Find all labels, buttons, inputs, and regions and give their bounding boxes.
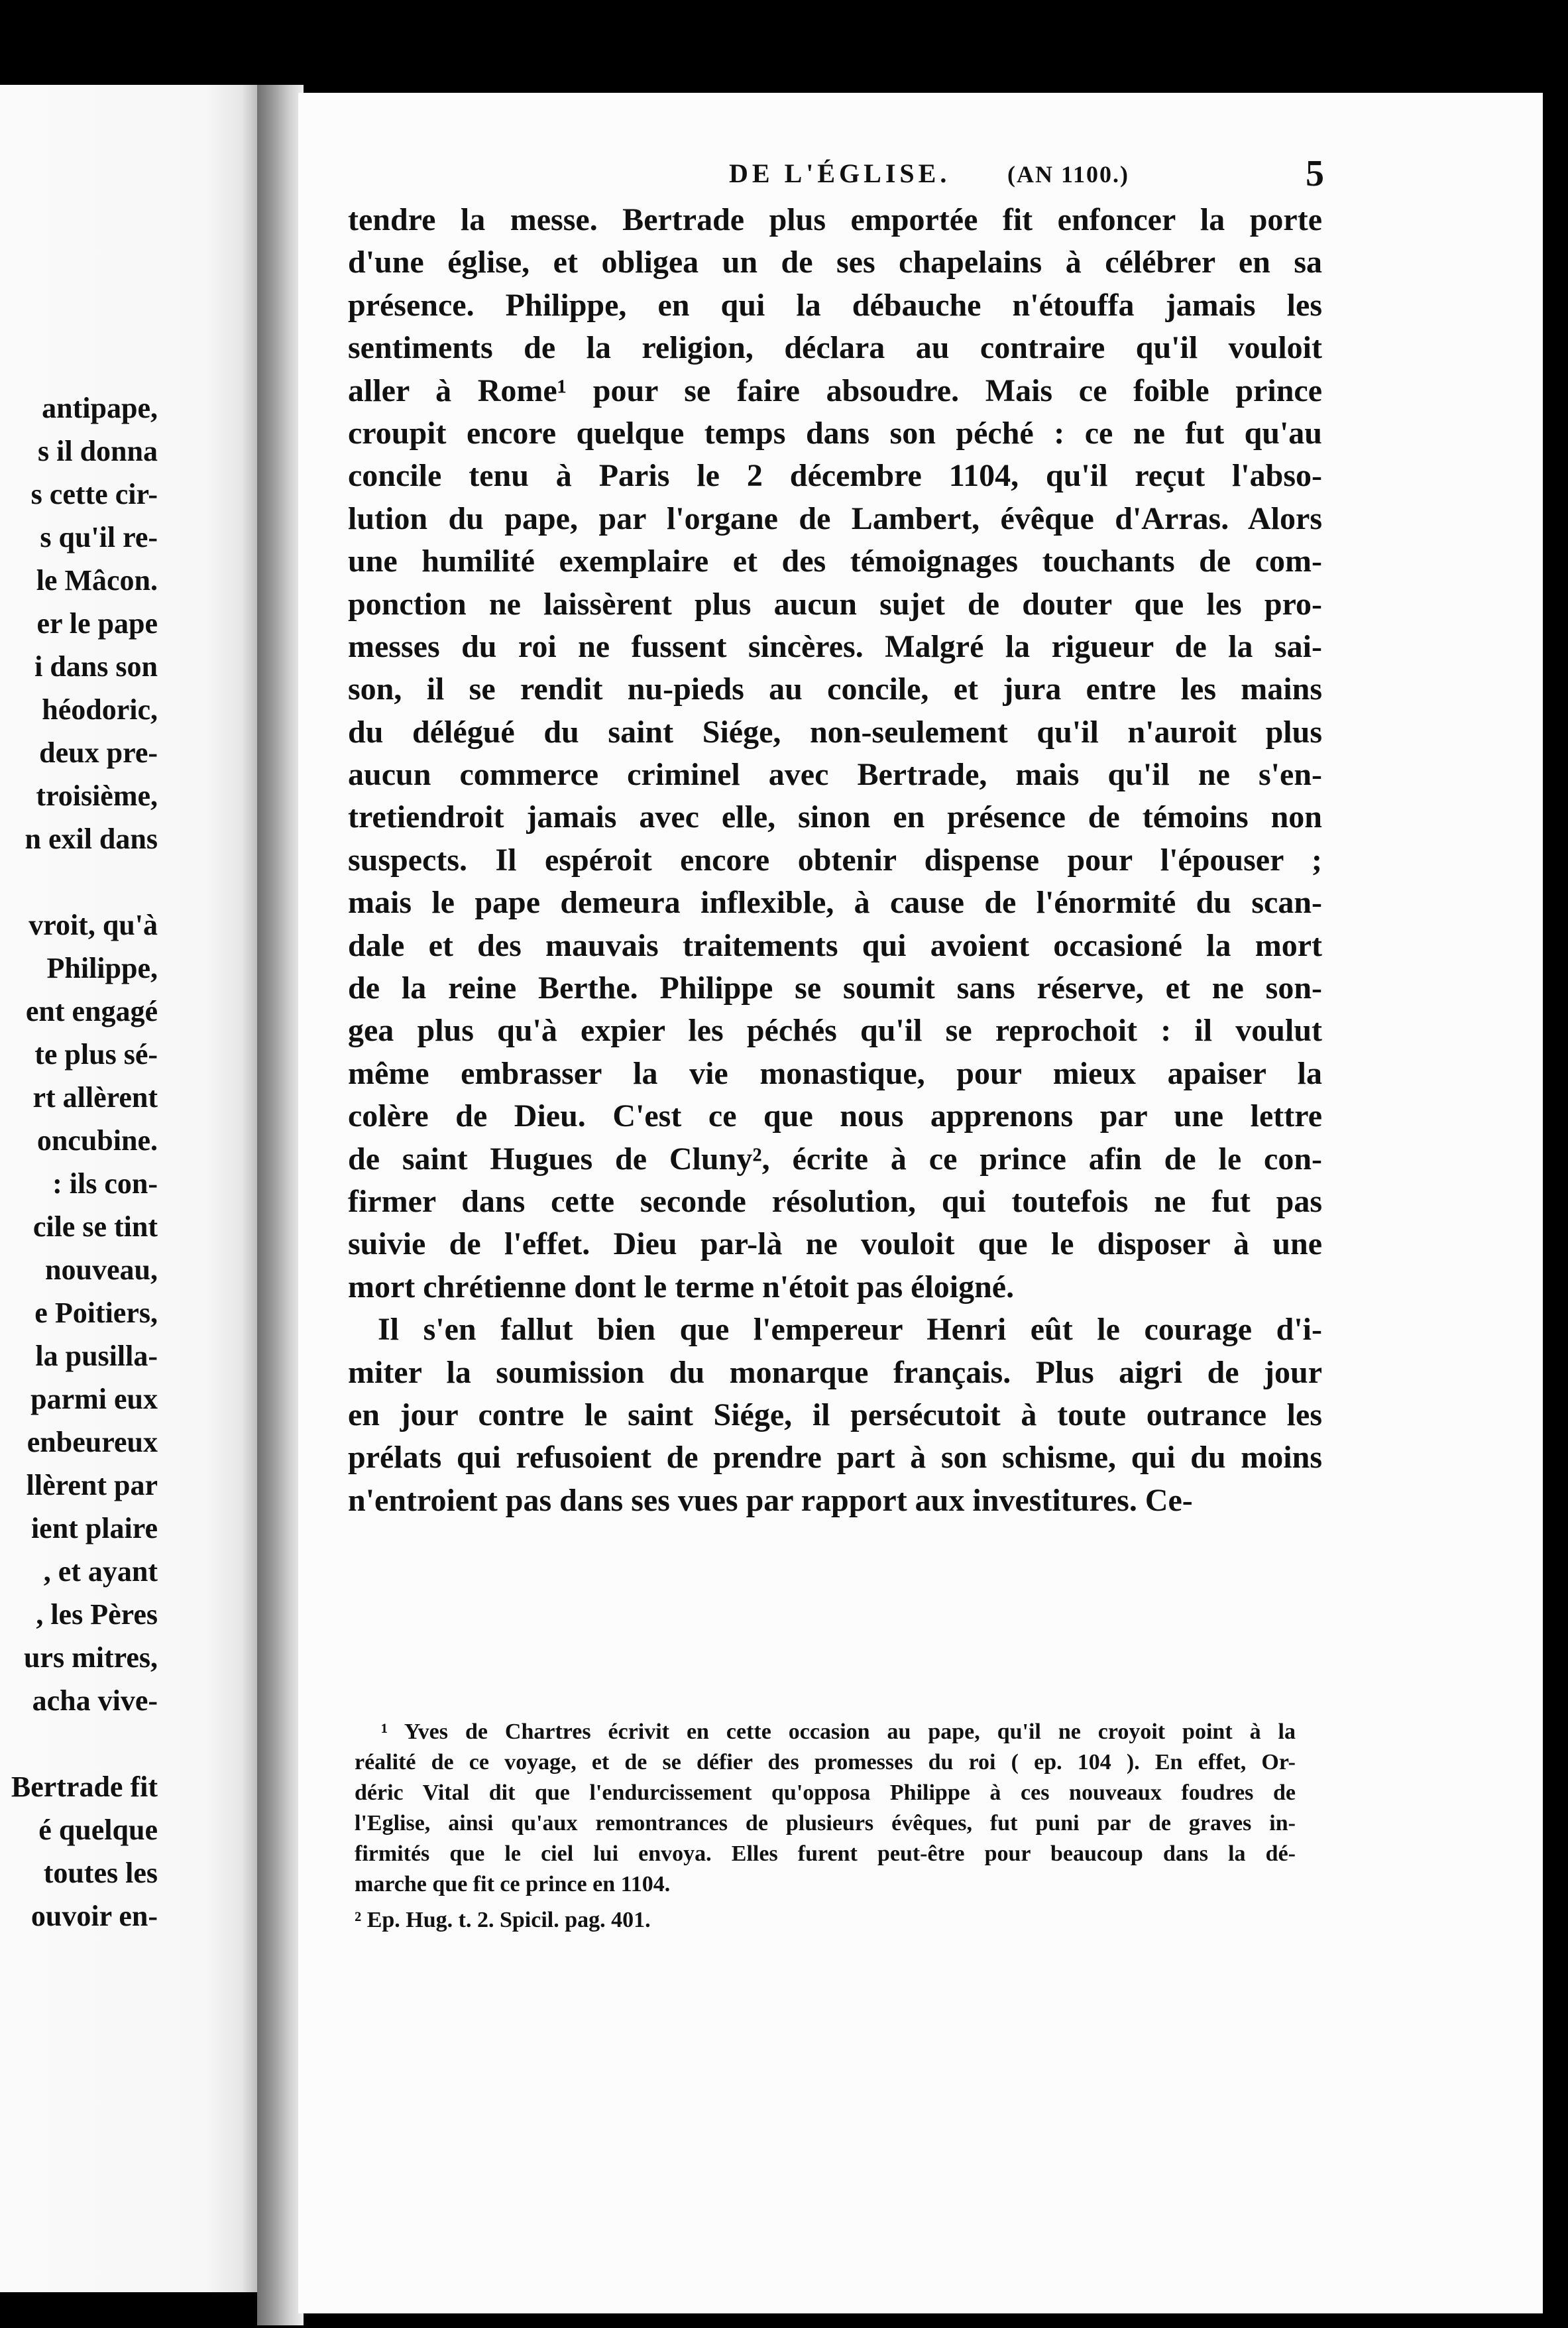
- body-line: croupit encore quelque temps dans son péché : ce ne fut qu'au: [348, 415, 1322, 451]
- previous-page-line: deux pre-: [39, 736, 158, 769]
- body-line: une humilité exemplaire et des témoignages touchants de com-: [348, 544, 1322, 579]
- body-line: d'une église, et obligea un de ses chapelains à célébrer en sa: [348, 245, 1322, 280]
- body-line: suspects. Il espéroit encore obtenir dispense pour l'épouser ;: [348, 842, 1322, 878]
- footnote-line: déric Vital dit que l'endurcissement qu'opposa Philippe à ces nouveaux foudres de: [355, 1780, 1296, 1805]
- body-line: lution du pape, par l'organe de Lambert, évêque d'Arras. Alors: [348, 500, 1322, 536]
- page-number: 5: [1306, 153, 1324, 194]
- previous-page-line: s il donna: [38, 435, 158, 467]
- body-line: dale et des mauvais traitements qui avoient occasioné la mort: [348, 927, 1322, 963]
- body-line: mort chrétienne dont le terme n'étoit pas éloigné.: [348, 1269, 1015, 1305]
- previous-page-line: ouvoir en-: [30, 1900, 158, 1932]
- previous-page-line: n exil dans: [25, 823, 158, 855]
- previous-page-line: Bertrade fit: [11, 1771, 158, 1803]
- previous-page-line: [0, 860, 158, 903]
- scan-edge: [1543, 86, 1568, 2328]
- previous-page-line: [0, 1722, 158, 1765]
- body-line: messes du roi ne fussent sincères. Malgré la rigueur de la sai-: [348, 628, 1322, 664]
- previous-page-line: enbeureux: [27, 1426, 158, 1458]
- body-line: ponction ne laissèrent plus aucun sujet de douter que les pro-: [348, 586, 1322, 622]
- body-line: firmer dans cette seconde résolution, qui toutefois ne fut pas: [348, 1183, 1322, 1219]
- body-line: même embrasser la vie monastique, pour mieux apaiser la: [348, 1055, 1322, 1091]
- previous-page-line: : ils con-: [52, 1167, 158, 1200]
- previous-page-line: ient plaire: [30, 1512, 158, 1544]
- previous-page-line: héodoric,: [42, 693, 158, 726]
- previous-page-line: Philippe,: [46, 952, 158, 984]
- previous-page-line: rt allèrent: [32, 1081, 158, 1114]
- running-head: [424, 153, 1339, 198]
- footnote-2: ² Ep. Hug. t. 2. Spicil. pag. 401.: [355, 1908, 651, 1932]
- body-line: du délégué du saint Siége, non-seulement qu'il n'auroit plus: [348, 714, 1322, 750]
- previous-page-line: urs mitres,: [23, 1641, 158, 1674]
- previous-page-line: e Poitiers,: [34, 1297, 158, 1329]
- previous-page-line: le Mâcon.: [36, 564, 158, 597]
- previous-page-line: s qu'il re-: [40, 521, 158, 553]
- previous-page-line: , les Pères: [36, 1598, 158, 1631]
- previous-page-line: acha vive-: [32, 1684, 158, 1717]
- body-line: tretiendroit jamais avec elle, sinon en présence de témoins non: [348, 799, 1322, 835]
- body-line: colère de Dieu. C'est ce que nous apprenons par une lettre: [348, 1098, 1322, 1134]
- running-head-title: DE L'ÉGLISE.: [729, 158, 951, 188]
- body-line: suivie de l'effet. Dieu par-là ne vouloit que le disposer à une: [348, 1226, 1322, 1262]
- footnote-line: ¹ Yves de Chartres écrivit en cette occasion au pape, qu'il ne croyoit point à la: [381, 1719, 1296, 1744]
- body-line: de saint Hugues de Cluny², écrite à ce prince afin de le con-: [348, 1141, 1322, 1177]
- previous-page-line: cile se tint: [32, 1210, 158, 1243]
- body-line: prélats qui refusoient de prendre part à son schisme, qui du moins: [348, 1440, 1322, 1476]
- footnote-1: [355, 1717, 1296, 1900]
- body-line: mais le pape demeura inflexible, à cause de l'énormité du scan-: [348, 885, 1322, 921]
- previous-page-line: vroit, qu'à: [28, 909, 158, 941]
- previous-page-line: llèrent par: [26, 1469, 158, 1501]
- body-line: n'entroient pas dans ses vues par rapport aux investitures. Ce-: [348, 1482, 1193, 1518]
- body-line: concile tenu à Paris le 2 décembre 1104, qu'il reçut l'abso-: [348, 458, 1322, 494]
- previous-page-text: [0, 386, 158, 1938]
- body-line: tendre la messe. Bertrade plus emportée fit enfoncer la porte: [348, 202, 1322, 237]
- previous-page-line: i dans son: [34, 650, 158, 683]
- footnotes: [355, 1717, 1296, 1936]
- previous-page-line: parmi eux: [30, 1383, 158, 1415]
- previous-page-line: te plus sé-: [34, 1038, 158, 1071]
- body-line: Il s'en fallut bien que l'empereur Henri eût le courage d'i-: [378, 1312, 1322, 1348]
- previous-page-line: s cette cir-: [30, 478, 158, 510]
- previous-page-line: oncubine.: [36, 1124, 158, 1157]
- body-line: sentiments de la religion, déclara au contraire qu'il vouloit: [348, 330, 1322, 366]
- footnote-line: marche que fit ce prince en 1104.: [355, 1872, 671, 1896]
- body-line: son, il se rendit nu-pieds au concile, et jura entre les mains: [348, 671, 1322, 707]
- running-head-year: (AN 1100.): [1007, 161, 1129, 188]
- previous-page-fragment: [0, 85, 257, 2292]
- body-line: miter la soumission du monarque français. Plus aigri de jour: [348, 1354, 1322, 1390]
- previous-page-line: antipape,: [42, 392, 158, 424]
- previous-page-line: la pusilla-: [35, 1340, 158, 1372]
- body-line: de la reine Berthe. Philippe se soumit sans réserve, et ne son-: [348, 970, 1322, 1006]
- previous-page-line: , et ayant: [43, 1555, 158, 1588]
- previous-page-line: nouveau,: [45, 1253, 158, 1286]
- body-line: gea plus qu'à expier les péchés qu'il se reprochoit : il voulut: [348, 1013, 1322, 1049]
- footnote-line: firmités que le ciel lui envoya. Elles furent peut-être pour beaucoup dans la dé-: [355, 1841, 1296, 1866]
- body-line: en jour contre le saint Siége, il persécutoit à toute outrance les: [348, 1397, 1322, 1432]
- previous-page-line: troisième,: [36, 780, 158, 812]
- body-line: aller à Rome¹ pour se faire absoudre. Mais ce foible prince: [348, 373, 1322, 408]
- previous-page-line: er le pape: [36, 607, 158, 640]
- body-line: aucun commerce criminel avec Bertrade, mais qu'il ne s'en-: [348, 757, 1322, 793]
- body-text: [348, 199, 1322, 1522]
- previous-page-line: ent engagé: [25, 995, 158, 1027]
- footnote-line: l'Eglise, ainsi qu'aux remontrances de plusieurs évêques, fut puni par de graves in-: [355, 1811, 1296, 1835]
- previous-page-line: toutes les: [43, 1857, 158, 1889]
- previous-page-line: é quelque: [38, 1814, 158, 1846]
- footnote-line: réalité de ce voyage, et de se défier des promesses du roi ( ep. 104 ). En effet, Or-: [355, 1750, 1296, 1775]
- book-gutter-shadow: [257, 85, 304, 2325]
- body-line: présence. Philippe, en qui la débauche n'étouffa jamais les: [348, 287, 1322, 323]
